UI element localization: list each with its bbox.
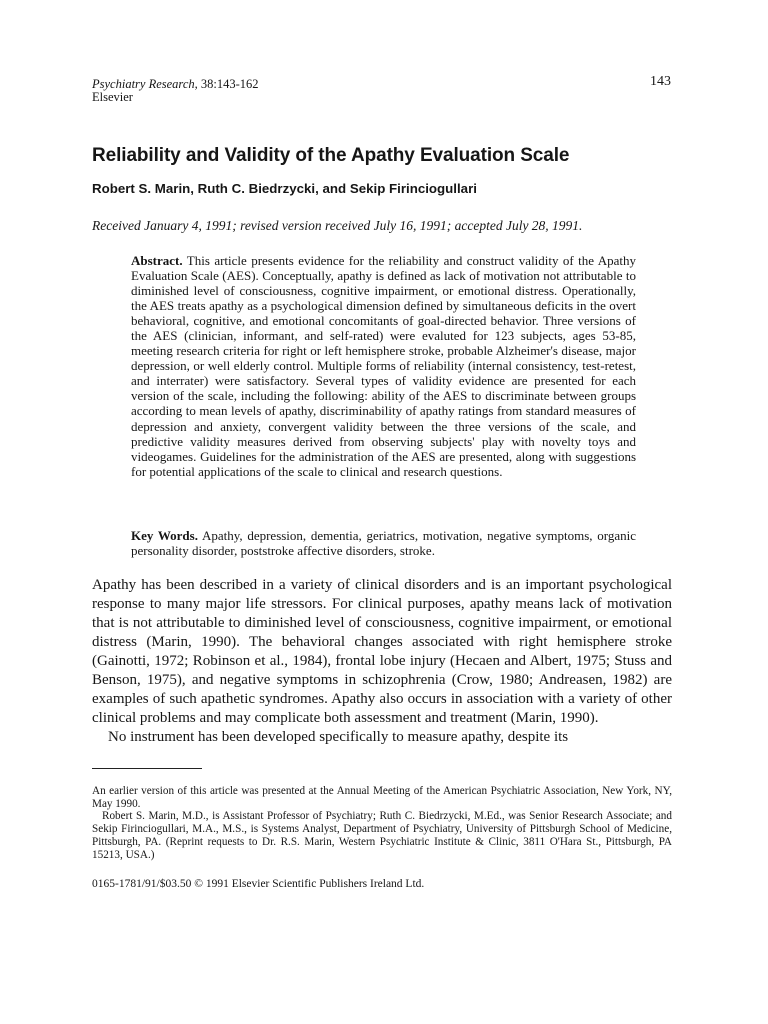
body-text	[92, 576, 672, 747]
keywords-label: Key Words.	[131, 528, 198, 543]
keywords	[131, 528, 636, 558]
page-number: 143	[650, 74, 671, 89]
volume-pages: 38:143-162	[197, 77, 259, 91]
abstract-text: This article presents evidence for the reliability and construct validity of the Apathy Evaluation Scale (AES). Conceptually, apathy is defined as lack of motivation not attributable to diminished level of consciousness, cognitive impairment, or emotional distress. Operationally, the AES treats apathy as a psychological dimension defined by simultaneous deficits in the overt behavioral, cognitive, and emotional concomitants of goal-directed behavior. Three versions of the AES (clinician, informant, and self-rated) were evaluted for 123 subjects, ages 53-85, meeting research criteria for right or left hemisphere stroke, probable Alzheimer's disease, major depression, or well elderly control. Multiple forms of reliability (internal consistency, test-retest, and interrater) were satisfactory. Several types of validity evidence are presented for each version of the scale, including the following: ability of the AES to discriminate between groups according to mean levels of apathy, discriminability of apathy ratings from standard measures of depression and anxiety, convergent validity between the three versions of the scale, and predictive validity measures derived from observing subjects' play with novelty toys and videogames. Guidelines for the administration of the AES are presented, along with suggestions for potential applications of the scale to clinical and research questions.	[131, 253, 636, 479]
received-dates: Received January 4, 1991; revised version received July 16, 1991; accepted July 28, 1991.	[92, 218, 583, 233]
body-paragraph-2: No instrument has been developed specifically to measure apathy, despite its	[108, 729, 569, 746]
body-paragraph-1: Apathy has been described in a variety of clinical disorders and is an important psychological response to many major life stressors. For clinical purposes, apathy means lack of motivation that is not attributable to diminished level of consciousness, cognitive impairment, or emotional distress (Marin, 1990). The behavioral changes associated with right hemisphere stroke (Gainotti, 1972; Robinson et al., 1984), frontal lobe injury (Hecaen and Albert, 1975; Stuss and Benson, 1975), and negative symptoms in schizophrenia (Crow, 1980; Andreasen, 1982) are examples of such apathetic syndromes. Apathy also occurs in association with a variety of other clinical problems and may complicate both assessment and treatment (Marin, 1990).	[92, 577, 672, 727]
author-list: Robert S. Marin, Ruth C. Biedrzycki, and Sekip Firinciogullari	[92, 181, 477, 196]
copyright-line: 0165-1781/91/$03.50 © 1991 Elsevier Scientific Publishers Ireland Ltd.	[92, 878, 425, 890]
abstract	[131, 253, 636, 479]
abstract-label: Abstract.	[131, 253, 183, 268]
article-title: Reliability and Validity of the Apathy Evaluation Scale	[92, 145, 570, 166]
journal-name: Psychiatry Research,	[92, 77, 198, 91]
publisher: Elsevier	[92, 90, 133, 104]
footnotes	[92, 785, 672, 861]
footnote-divider	[92, 768, 202, 769]
footnote-1: An earlier version of this article was presented at the Annual Meeting of the American Psychiatric Association, New York, NY, May 1990.	[92, 785, 672, 810]
footnote-2: Robert S. Marin, M.D., is Assistant Professor of Psychiatry; Ruth C. Biedrzycki, M.Ed., was Senior Research Associate; and Sekip Firinciogullari, M.A., M.S., is Systems Analyst, Department of Psychiatry, University of Pittsburgh School of Medicine, Pittsburgh, PA. (Reprint requests to Dr. R.S. Marin, Western Psychiatric Institute & Clinic, 3811 O'Hara St., Pittsburgh, PA 15213, USA.)	[92, 810, 672, 861]
journal-citation	[92, 78, 259, 104]
keywords-text: Apathy, depression, dementia, geriatrics, motivation, negative symptoms, organic personality disorder, poststroke affective disorders, stroke.	[131, 528, 636, 559]
